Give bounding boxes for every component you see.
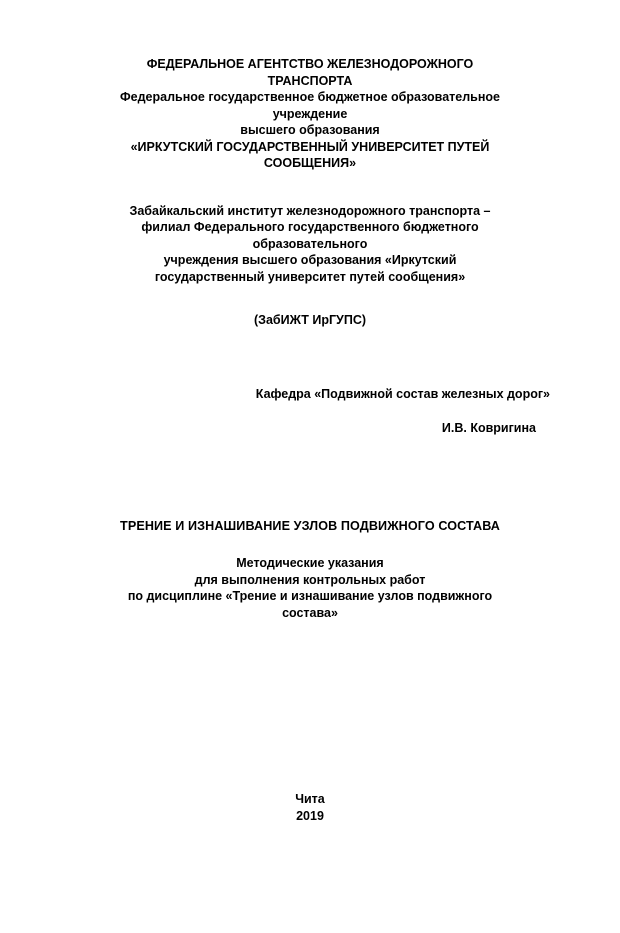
ministry-line-2: ТРАНСПОРТА xyxy=(267,73,353,88)
subtitle-line-2: для выполнения контрольных работ xyxy=(194,572,426,587)
ministry-line-5: высшего образования xyxy=(240,123,380,137)
institute-line-2: филиал Федерального государственного бюджетного xyxy=(141,220,479,234)
subtitle-line-3: по дисциплине «Трение и изнашивание узлов подвижного xyxy=(127,589,493,603)
page-title: ТРЕНИЕ И ИЗНАШИВАНИЕ УЗЛОВ ПОДВИЖНОГО СОСТАВА xyxy=(120,519,500,533)
institute-line-4: учреждения высшего образования «Иркутский xyxy=(163,253,457,267)
university-name-line-2: СООБЩЕНИЯ» xyxy=(263,156,357,170)
institute-line-1: Забайкальский институт железнодорожного транспорта – xyxy=(129,203,491,218)
institute-line-3: образовательного xyxy=(252,236,368,251)
institute-abbreviation: (ЗабИЖТ ИрГУПС) xyxy=(253,313,367,327)
ministry-line-4: учреждение xyxy=(272,106,348,121)
document-subtitle xyxy=(70,555,550,621)
ministry-heading xyxy=(70,56,550,172)
ministry-line-3: Федеральное государственное бюджетное образовательное xyxy=(120,90,500,104)
ministry-line-1: ФЕДЕРАЛЬНОЕ АГЕНТСТВО ЖЕЛЕЗНОДОРОЖНОГО xyxy=(146,57,474,71)
imprint-year: 2019 xyxy=(296,808,324,823)
university-name-line-1: «ИРКУТСКИЙ ГОСУДАРСТВЕННЫЙ УНИВЕРСИТЕТ ПУТЕЙ xyxy=(130,139,490,154)
institute-heading xyxy=(70,203,550,286)
subtitle-line-4: состава» xyxy=(282,605,338,620)
title-page xyxy=(0,56,620,933)
imprint xyxy=(0,791,620,824)
department-name: Кафедра «Подвижной состав железных дорог» xyxy=(255,387,550,401)
subtitle-line-1: Методические указания xyxy=(236,556,384,570)
author-name: И.В. Ковригина xyxy=(441,421,536,435)
imprint-city: Чита xyxy=(295,792,325,806)
institute-line-5: государственный университет путей сообщения» xyxy=(154,269,466,284)
